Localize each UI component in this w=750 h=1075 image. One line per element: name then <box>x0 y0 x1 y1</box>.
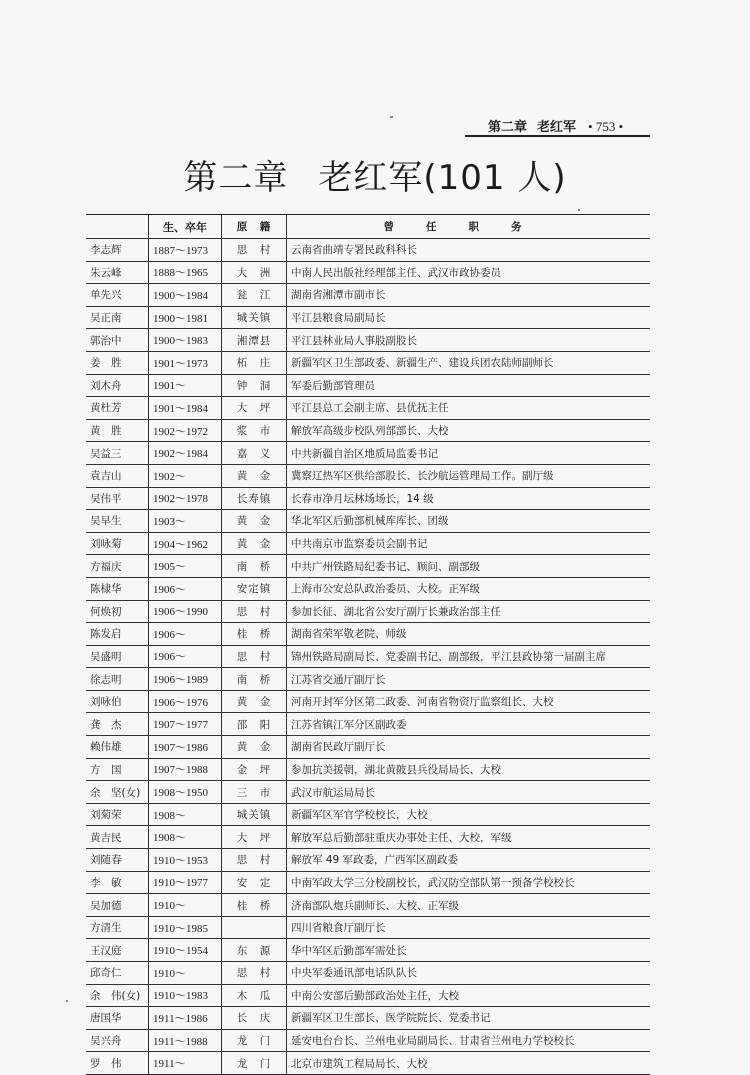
table-row <box>86 1029 650 1052</box>
page-title <box>0 150 750 199</box>
table-body <box>86 239 650 1075</box>
birth-death-years: 1908～ <box>149 803 222 826</box>
birth-death-years: 1888～1965 <box>149 261 222 284</box>
birth-death-years: 1905～ <box>149 555 222 578</box>
positions-held: 湖南省湘潭市副市长 <box>287 284 651 307</box>
table-row <box>86 690 650 713</box>
person-name: 黄 胜 <box>86 419 149 442</box>
page-number: • 753 • <box>588 119 624 134</box>
native-place: 木 瓜 <box>222 984 287 1007</box>
table-row <box>86 826 650 849</box>
native-place: 大 洲 <box>222 261 287 284</box>
table-row <box>86 962 650 985</box>
positions-held: 新疆军区军官学校校长，大校 <box>287 803 651 826</box>
table-row <box>86 758 650 781</box>
table-row <box>86 532 650 555</box>
table-row <box>86 645 650 668</box>
scan-speck <box>66 1000 68 1002</box>
positions-held: 参加抗美援朝，湖北黄陂县兵役局局长、大校 <box>287 758 651 781</box>
birth-death-years: 1907～1986 <box>149 736 222 759</box>
person-name: 唐国华 <box>86 1007 149 1030</box>
birth-death-years: 1900～1983 <box>149 329 222 352</box>
table-row <box>86 464 650 487</box>
positions-held: 解放军 49 军政委，广西军区副政委 <box>287 849 651 872</box>
birth-death-years: 1902～1978 <box>149 487 222 510</box>
positions-held: 平江县粮食局副局长 <box>287 306 651 329</box>
table-row <box>86 600 650 623</box>
table-row <box>86 419 650 442</box>
positions-held: 平江县总工会副主席、县优抚主任 <box>287 397 651 420</box>
table-row <box>86 351 650 374</box>
birth-death-years: 1902～ <box>149 464 222 487</box>
scan-speck <box>578 209 580 211</box>
positions-held: 中南军政大学三分校副校长，武汉防空部队第一预备学校校长 <box>287 871 651 894</box>
person-name: 刘菊荣 <box>86 803 149 826</box>
person-name: 方清生 <box>86 916 149 939</box>
person-name: 黄吉民 <box>86 826 149 849</box>
table-row <box>86 374 650 397</box>
table-row <box>86 984 650 1007</box>
birth-death-years: 1907～1977 <box>149 713 222 736</box>
native-place: 邵 阳 <box>222 713 287 736</box>
table-row <box>86 555 650 578</box>
positions-held: 解放军高级步校队列部部长、大校 <box>287 419 651 442</box>
native-place: 桂 桥 <box>222 894 287 917</box>
table-row <box>86 284 650 307</box>
birth-death-years: 1910～1983 <box>149 984 222 1007</box>
table-header-row <box>86 215 650 239</box>
red-army-veterans-table <box>86 214 650 1075</box>
positions-held: 长春市净月坛林场场长，14 级 <box>287 487 651 510</box>
positions-held: 北京市建筑工程局局长、大校 <box>287 1052 651 1075</box>
native-place: 黄 金 <box>222 690 287 713</box>
table-row <box>86 713 650 736</box>
table-row <box>86 939 650 962</box>
birth-death-years: 1908～ <box>149 826 222 849</box>
table-row <box>86 442 650 465</box>
person-name: 吴加德 <box>86 894 149 917</box>
table-row <box>86 397 650 420</box>
native-place: 大 坪 <box>222 826 287 849</box>
native-place: 龙 门 <box>222 1029 287 1052</box>
person-name: 吴伟平 <box>86 487 149 510</box>
person-name: 李 敏 <box>86 871 149 894</box>
running-header-chapter: 第二章 <box>488 120 528 135</box>
positions-held: 湖南省民政厅副厅长 <box>287 736 651 759</box>
person-name: 李志辉 <box>86 239 149 262</box>
table-row <box>86 623 650 646</box>
positions-held: 四川省粮食厅副厅长 <box>287 916 651 939</box>
positions-held: 延安电台台长、兰州电业局副局长、甘肃省兰州电力学校校长 <box>287 1029 651 1052</box>
positions-held: 华北军区后勤部机械库库长、团级 <box>287 510 651 533</box>
native-place: 南 桥 <box>222 668 287 691</box>
native-place: 湘潭县 <box>222 329 287 352</box>
native-place: 思 村 <box>222 239 287 262</box>
person-name: 余 伟(女) <box>86 984 149 1007</box>
person-name: 方福庆 <box>86 555 149 578</box>
table-row <box>86 239 650 262</box>
person-name: 邱奇仁 <box>86 962 149 985</box>
positions-held: 上海市公安总队政治委员、大校。正军级 <box>287 577 651 600</box>
column-header-origin: 原 籍 <box>222 215 287 239</box>
birth-death-years: 1904～1962 <box>149 532 222 555</box>
birth-death-years: 1901～1973 <box>149 351 222 374</box>
birth-death-years: 1901～1984 <box>149 397 222 420</box>
birth-death-years: 1910～1985 <box>149 916 222 939</box>
table-row <box>86 1007 650 1030</box>
birth-death-years: 1902～1984 <box>149 442 222 465</box>
table-row <box>86 577 650 600</box>
table-row <box>86 916 650 939</box>
birth-death-years: 1902～1972 <box>149 419 222 442</box>
positions-held: 军委后勤部管理员 <box>287 374 651 397</box>
table-row <box>86 803 650 826</box>
person-name: 方 国 <box>86 758 149 781</box>
native-place: 浆 市 <box>222 419 287 442</box>
native-place: 金 坪 <box>222 758 287 781</box>
native-place <box>222 916 287 939</box>
person-name: 刘随春 <box>86 849 149 872</box>
person-name: 何焕初 <box>86 600 149 623</box>
native-place: 思 村 <box>222 849 287 872</box>
person-name: 赖伟雄 <box>86 736 149 759</box>
person-name: 吴盛明 <box>86 645 149 668</box>
table-row <box>86 510 650 533</box>
birth-death-years: 1906～ <box>149 577 222 600</box>
birth-death-years: 1903～ <box>149 510 222 533</box>
positions-held: 河南开封军分区第二政委、河南省物资厅监察组长、大校 <box>287 690 651 713</box>
table-row <box>86 871 650 894</box>
native-place: 思 村 <box>222 600 287 623</box>
native-place: 安定镇 <box>222 577 287 600</box>
column-header-years: 生、卒年 <box>149 215 222 239</box>
header-rule <box>465 135 650 137</box>
native-place: 柘 庄 <box>222 351 287 374</box>
positions-held: 湖南省荣军敬老院、师级 <box>287 623 651 646</box>
person-name: 余 坚(女) <box>86 781 149 804</box>
native-place: 大 坪 <box>222 397 287 420</box>
table-row <box>86 261 650 284</box>
positions-held: 中南人民出版社经理部主任、武汉市政协委员 <box>287 261 651 284</box>
native-place: 东 源 <box>222 939 287 962</box>
table-row <box>86 329 650 352</box>
positions-held: 冀察辽热军区供给部股长、长沙航运管理局工作。副厅级 <box>287 464 651 487</box>
birth-death-years: 1907～1988 <box>149 758 222 781</box>
native-place: 瓮 江 <box>222 284 287 307</box>
birth-death-years: 1906～1989 <box>149 668 222 691</box>
native-place: 黄 金 <box>222 532 287 555</box>
table-row <box>86 849 650 872</box>
positions-held: 平江县林业局人事股副股长 <box>287 329 651 352</box>
native-place: 长 庆 <box>222 1007 287 1030</box>
positions-held: 新疆军区卫生部政委、新疆生产、建设兵团农陆师副师长 <box>287 351 651 374</box>
column-header-name <box>86 215 149 239</box>
person-name: 刘咏伯 <box>86 690 149 713</box>
person-name: 吴益三 <box>86 442 149 465</box>
title-chapter: 第二章 <box>183 158 289 198</box>
positions-held: 中共新疆自治区地质局监委书记 <box>287 442 651 465</box>
scan-speck <box>390 116 393 118</box>
table-row <box>86 736 650 759</box>
running-header-section: 老红军 <box>537 120 577 135</box>
native-place: 黄 金 <box>222 510 287 533</box>
positions-held: 华中军区后勤部军需处长 <box>287 939 651 962</box>
birth-death-years: 1908～1950 <box>149 781 222 804</box>
person-name: 陈发启 <box>86 623 149 646</box>
birth-death-years: 1906～ <box>149 645 222 668</box>
birth-death-years: 1901～ <box>149 374 222 397</box>
native-place: 安 定 <box>222 871 287 894</box>
positions-held: 江苏省交通厅副厅长 <box>287 668 651 691</box>
table-row <box>86 487 650 510</box>
native-place: 嘉 义 <box>222 442 287 465</box>
birth-death-years: 1910～1954 <box>149 939 222 962</box>
positions-held: 云南省曲靖专署民政科科长 <box>287 239 651 262</box>
positions-held: 武汉市航运局局长 <box>287 781 651 804</box>
birth-death-years: 1911～ <box>149 1052 222 1075</box>
person-name: 徐志明 <box>86 668 149 691</box>
birth-death-years: 1910～1953 <box>149 849 222 872</box>
positions-held: 解放军总后勤部驻重庆办事处主任、大校，军级 <box>287 826 651 849</box>
positions-held: 参加长征、湖北省公安厅副厅长兼政治部主任 <box>287 600 651 623</box>
birth-death-years: 1900～1981 <box>149 306 222 329</box>
birth-death-years: 1910～ <box>149 894 222 917</box>
native-place: 三 市 <box>222 781 287 804</box>
person-name: 吴正南 <box>86 306 149 329</box>
title-text: 老红军(101 人) <box>318 158 567 198</box>
person-name: 王汉庭 <box>86 939 149 962</box>
native-place: 思 村 <box>222 962 287 985</box>
native-place: 黄 金 <box>222 736 287 759</box>
person-name: 刘木舟 <box>86 374 149 397</box>
person-name: 刘咏菊 <box>86 532 149 555</box>
native-place: 钟 洞 <box>222 374 287 397</box>
person-name: 罗 伟 <box>86 1052 149 1075</box>
positions-held: 中央军委通讯部电话队队长 <box>287 962 651 985</box>
native-place: 思 村 <box>222 645 287 668</box>
birth-death-years: 1887～1973 <box>149 239 222 262</box>
birth-death-years: 1911～1988 <box>149 1029 222 1052</box>
native-place: 城关镇 <box>222 306 287 329</box>
positions-held: 济南部队炮兵副师长、大校、正军级 <box>287 894 651 917</box>
positions-held: 江苏省镇江军分区副政委 <box>287 713 651 736</box>
table-row <box>86 306 650 329</box>
person-name: 姜 胜 <box>86 351 149 374</box>
person-name: 黄杜芳 <box>86 397 149 420</box>
positions-held: 中南公安部后勤部政治处主任，大校 <box>287 984 651 1007</box>
table-row <box>86 781 650 804</box>
birth-death-years: 1906～1976 <box>149 690 222 713</box>
native-place: 桂 桥 <box>222 623 287 646</box>
birth-death-years: 1910～1977 <box>149 871 222 894</box>
table-row <box>86 668 650 691</box>
native-place: 黄 金 <box>222 464 287 487</box>
table-row <box>86 1052 650 1075</box>
positions-held: 新疆军区卫生部长、医学院院长、党委书记 <box>287 1007 651 1030</box>
running-header <box>488 116 623 135</box>
positions-held: 中共南京市监察委员会副书记 <box>287 532 651 555</box>
birth-death-years: 1906～ <box>149 623 222 646</box>
person-name: 吴早生 <box>86 510 149 533</box>
native-place: 南 桥 <box>222 555 287 578</box>
birth-death-years: 1910～ <box>149 962 222 985</box>
positions-held: 中共广州铁路局纪委书记、顾问、副部级 <box>287 555 651 578</box>
person-name: 龚 杰 <box>86 713 149 736</box>
person-name: 朱云峰 <box>86 261 149 284</box>
person-name: 单先兴 <box>86 284 149 307</box>
birth-death-years: 1911～1986 <box>149 1007 222 1030</box>
native-place: 长寿镇 <box>222 487 287 510</box>
person-name: 袁吉山 <box>86 464 149 487</box>
person-name: 郭治中 <box>86 329 149 352</box>
birth-death-years: 1906～1990 <box>149 600 222 623</box>
person-name: 陈棣华 <box>86 577 149 600</box>
column-header-positions: 曾任职务 <box>287 215 651 239</box>
table-row <box>86 894 650 917</box>
person-name: 吴兴舟 <box>86 1029 149 1052</box>
native-place: 城关镇 <box>222 803 287 826</box>
positions-held: 锦州铁路局副局长、党委副书记、副部级，平江县政协第一届副主席 <box>287 645 651 668</box>
native-place: 龙 门 <box>222 1052 287 1075</box>
birth-death-years: 1900～1984 <box>149 284 222 307</box>
